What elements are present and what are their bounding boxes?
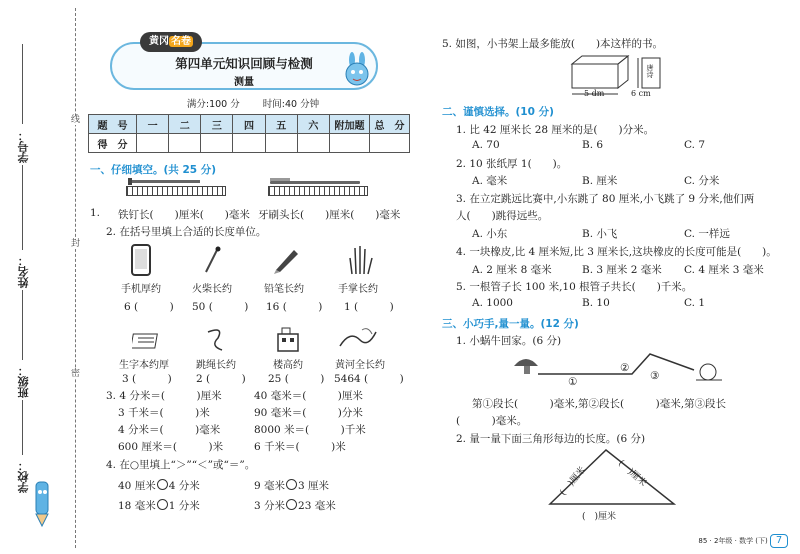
segment-label: ② [620,362,630,374]
pencil-icon [272,246,300,274]
phone-icon [130,244,152,276]
triangle-figure [540,444,680,510]
bookshelf-figure [566,52,676,102]
q3-item[interactable]: 6 千米＝( )米 [254,441,346,453]
page-title: 第四单元知识回顾与检测 [175,56,313,71]
mcq-question: 2. 10 张纸厚 1( )。 [456,158,568,170]
score-header: 五 [265,115,297,134]
score-cell[interactable] [233,134,265,153]
q4-item[interactable]: 3 分米 23 毫米 [254,500,336,512]
s3-q1-answer[interactable]: 第①段长( )毫米,第②段长( )毫米,第③段长 [472,398,727,410]
book-title: 唐诗 [646,64,654,78]
mcq-question: 4. 一块橡皮,比 4 厘米短,比 3 厘米长,这块橡皮的长度可能是( )。 [456,246,777,258]
segment-label: ① [568,376,578,388]
q4-item[interactable]: 40 厘米 4 分米 [118,480,200,492]
triangle-side-label[interactable]: ( )厘米 [558,465,588,498]
mcq-option[interactable]: B. 小飞 [582,228,618,240]
shelf-width-label: 5 dm [584,89,605,98]
q2-label: 跳绳长约 [196,360,236,371]
footer-text: 85 · 2年级 · 数学 (下) [698,537,768,545]
name-label: 姓名： [17,255,30,288]
cut-mark: 封 [71,239,81,249]
q3-item[interactable]: 600 厘米＝( )米 [118,441,224,453]
q1-nail-answer[interactable]: 铁钉长( )厘米( )毫米 [118,209,250,221]
school-label: 学校： [17,460,30,493]
compare-circle[interactable] [286,499,297,510]
q2-label: 生字本约厚 [119,360,169,371]
q2-answer[interactable]: 6 ( ) [124,301,174,313]
cut-mark: 密 [71,369,81,379]
segment-label: ③ [650,370,660,382]
score-table [88,114,410,153]
mcq-option[interactable]: B. 10 [582,297,610,309]
title-banner [110,36,378,90]
s3-q2-prompt: 2. 量一量下面三角形每边的长度。(6 分) [456,433,646,445]
q2-label: 黄河全长约 [335,360,385,371]
yellow-river-icon [338,326,378,352]
page-footer [698,534,788,548]
score-info [88,96,418,110]
mcq-option[interactable]: A. 2 厘米 8 毫米 [472,264,552,276]
score-header: 一 [137,115,169,134]
snail-path-figure [508,348,728,392]
score-header: 总 分 [370,115,410,134]
student-id-label: 学号： [17,130,30,163]
q2-answer[interactable]: 1 ( ) [344,301,394,313]
cut-line [75,8,76,548]
time-limit: 时间:40 分钟 [262,99,320,110]
score-cell[interactable] [137,134,169,153]
compare-circle[interactable] [286,479,297,490]
score-header: 题 号 [89,115,137,134]
ruler-nail-icon [126,186,226,196]
q1-toothbrush-answer[interactable]: 牙刷头长( )厘米( )毫米 [258,209,401,221]
palm-icon [344,244,374,276]
mcq-option[interactable]: C. 7 [684,139,706,151]
q2-label: 手机厚约 [121,284,161,295]
mcq-question: 1. 比 42 厘米长 28 厘米的是( )分米。 [456,124,655,136]
score-header: 二 [169,115,201,134]
mcq-option[interactable]: C. 分米 [684,175,720,187]
page-number: 7 [770,534,788,548]
q2-answer[interactable]: 5464 ( ) [334,373,404,385]
score-row-label: 得 分 [89,134,137,153]
score-cell[interactable] [297,134,329,153]
q2-answer[interactable]: 25 ( ) [268,373,325,385]
q3-item[interactable]: 90 毫米＝( )分米 [254,407,363,419]
score-header: 六 [297,115,329,134]
brand-logo: 黄冈 名卷 [140,32,202,52]
mcq-option[interactable]: B. 6 [582,139,604,151]
jump-rope-icon [204,326,226,352]
class-label: 班级： [17,365,30,398]
mcq-option[interactable]: B. 厘米 [582,175,618,187]
mcq-option[interactable]: C. 一样远 [684,228,730,240]
compare-circle[interactable] [157,479,168,490]
score-cell[interactable] [169,134,201,153]
q3-item[interactable]: 8000 米＝( )千米 [254,424,366,436]
mcq-option[interactable]: A. 70 [472,139,500,151]
q2-answer[interactable]: 16 ( ) [266,301,323,313]
triangle-side-label[interactable]: ( )厘米 [582,512,617,522]
mcq-question: 5. 一根管子长 100 米,10 根管子共长( )千米。 [456,281,693,293]
q2-answer[interactable]: 50 ( ) [192,301,249,313]
score-header: 四 [233,115,265,134]
full-score: 满分:100 分 [186,99,240,110]
q4-prompt: 4. 在○里填上“＞”“＜”或“＝”。 [106,459,256,471]
q2-label: 火柴长约 [192,284,232,295]
score-cell[interactable] [370,134,410,153]
q1-number: 1. [90,207,101,219]
section-3-title: 三、小巧手,量一量。(12 分) [442,318,579,330]
compare-circle[interactable] [157,499,168,510]
mcq-option[interactable]: C. 4 厘米 3 毫米 [684,264,764,276]
q2-label: 楼高约 [273,360,303,371]
page-subtitle: 测量 [234,77,254,88]
binding-strip [0,0,82,554]
nail-icon [128,178,208,186]
q3-item[interactable]: 3 千米＝( )米 [118,407,210,419]
cut-mark: 线 [71,115,81,125]
q2-label: 铅笔长约 [264,284,304,295]
s3-q1-prompt: 1. 小蜗牛回家。(6 分) [456,335,562,347]
q5-prompt[interactable]: 5. 如图，小书架上最多能放( )本这样的书。 [442,38,664,50]
score-header: 附加题 [330,115,370,134]
q2-answer[interactable]: 3 ( ) [122,373,172,385]
notebook-icon [132,330,160,350]
mcq-option[interactable]: A. 小东 [472,228,508,240]
mcq-question: 3. 在立定跳远比赛中,小东跳了 80 厘米,小飞跳了 9 分米,他们两 [456,193,755,205]
q4-item[interactable]: 18 毫米 1 分米 [118,500,200,512]
triangle-side-label[interactable]: ( )厘米 [616,458,649,489]
bunny-mascot-icon [340,52,374,88]
building-icon [276,326,300,352]
mcq-option[interactable]: B. 3 厘米 2 毫米 [582,264,662,276]
match-icon [202,246,222,274]
q4-item[interactable]: 9 毫米 3 厘米 [254,480,330,492]
score-header: 三 [201,115,233,134]
q2-prompt: 2. 在括号里填上合适的长度单位。 [106,226,267,238]
score-cell[interactable] [330,134,370,153]
book-height-label: 6 cm [631,89,651,98]
mcq-option[interactable]: A. 毫米 [472,175,508,187]
section-1-title: 一、仔细填空。(共 25 分) [90,164,217,176]
q2-label: 手掌长约 [338,284,378,295]
q2-answer[interactable]: 2 ( ) [196,373,246,385]
mcq-option[interactable]: A. 1000 [472,297,513,309]
pencil-mascot-icon [30,478,54,528]
section-2-title: 二、谨慎选择。(10 分) [442,106,554,118]
q3-item[interactable]: 40 毫米＝( )厘米 [254,390,363,402]
mcq-question-cont: 人( )跳得远些。 [456,210,549,222]
toothbrush-icon [270,178,366,186]
q3-item[interactable]: 4 分米＝( )毫米 [118,424,221,436]
mcq-option[interactable]: C. 1 [684,297,706,309]
q3-item[interactable]: 3. 4 分米＝( )厘米 [106,390,222,402]
s3-q1-answer-cont[interactable]: ( )毫米。 [456,415,528,427]
score-cell[interactable] [265,134,297,153]
ruler-toothbrush-icon [268,186,368,196]
score-cell[interactable] [201,134,233,153]
